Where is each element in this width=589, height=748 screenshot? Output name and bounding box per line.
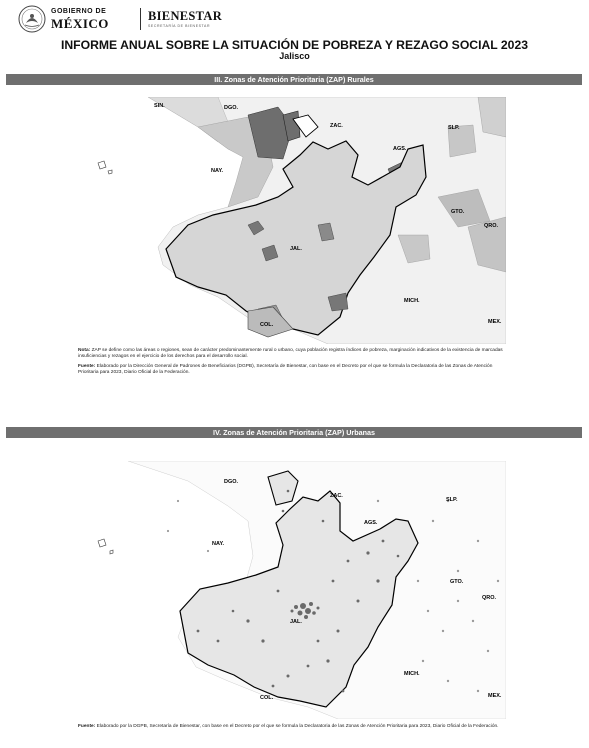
label-gto-urban: GTO. bbox=[450, 579, 464, 585]
bienestar-logo: BIENESTAR bbox=[148, 9, 223, 23]
document-title: INFORME ANUAL SOBRE LA SITUACIÓN DE POBREZA Y REZAGO SOCIAL 2023 bbox=[60, 38, 529, 52]
map-urban-svg bbox=[78, 461, 506, 719]
label-mich-urban: MICH. bbox=[404, 671, 420, 677]
label-gto: GTO. bbox=[451, 209, 465, 215]
label-nay-urban: NAY. bbox=[212, 541, 225, 547]
note-rural bbox=[78, 348, 508, 360]
label-slp-urban: SLP. bbox=[446, 497, 458, 503]
label-mich: MICH. bbox=[404, 298, 420, 304]
mexico-label: MÉXICO bbox=[51, 16, 109, 31]
label-zac: ZAC. bbox=[330, 123, 343, 129]
label-mex: MEX. bbox=[488, 319, 502, 325]
section-heading-urban: IV. Zonas de Atención Prioritaria (ZAP) Urbanas bbox=[6, 427, 582, 438]
label-jal-urban: JAL. bbox=[290, 619, 302, 625]
bienestar-subtitle: SECRETARÍA DE BIENESTAR bbox=[148, 24, 211, 28]
source-text-rural: Elaborado por la Dirección General de Padrones de Beneficiarios (DGPB), Secretaría de Bienestar, con base en el Decreto por el que se formula la Declaratoria de las Zonas de Atención Prioritaria para 2023, Diario Oficial de la Federación. bbox=[78, 364, 493, 376]
section-heading-rural: III. Zonas de Atención Prioritaria (ZAP) Rurales bbox=[6, 74, 582, 85]
source-urban bbox=[78, 724, 508, 730]
label-col: COL. bbox=[260, 322, 274, 328]
document-subtitle: Jalisco bbox=[279, 51, 310, 61]
note-label: Nota: bbox=[78, 348, 91, 353]
label-sin: SIN. bbox=[154, 103, 165, 109]
source-label-rural: Fuente: bbox=[78, 364, 96, 369]
map-rural bbox=[78, 97, 506, 344]
source-label-urban: Fuente: bbox=[78, 724, 96, 729]
label-dgo: DGO. bbox=[224, 105, 239, 111]
label-qro: QRO. bbox=[484, 223, 499, 229]
label-slp: SLP. bbox=[448, 125, 460, 131]
label-nay: NAY. bbox=[211, 168, 224, 174]
source-text-urban: Elaborado por la DGPB, Secretaría de Bienestar, con base en el Decreto por el que se formula la Declaratoria de las Zonas de Atención Prioritaria para 2023, Diario Oficial de la Federación. bbox=[96, 724, 499, 729]
label-mex-urban: MEX. bbox=[488, 693, 502, 699]
page-header bbox=[18, 4, 578, 34]
map-urban bbox=[78, 461, 506, 719]
label-col-urban: COL. bbox=[260, 695, 274, 701]
source-rural bbox=[78, 364, 508, 376]
map-rural-svg bbox=[78, 97, 506, 344]
header-divider bbox=[140, 8, 141, 30]
label-dgo-urban: DGO. bbox=[224, 479, 239, 485]
note-text: ZAP se define como las áreas o regiones, sean de carácter predominantemente rural o urbano, cuya población registra índices de pobreza, marginación indicativos de la existencia de marcadas insuficiencias y rezagos en el ejercicio de los derechos para el desarrollo social. bbox=[78, 348, 503, 360]
label-zac-urban: ZAC. bbox=[330, 493, 343, 499]
gobierno-label: GOBIERNO DE bbox=[51, 8, 107, 15]
mexico-seal-icon bbox=[18, 5, 46, 33]
label-ags: AGS. bbox=[393, 146, 407, 152]
label-qro-urban: QRO. bbox=[482, 595, 497, 601]
label-jal: JAL. bbox=[290, 246, 302, 252]
label-ags-urban: AGS. bbox=[364, 520, 378, 526]
